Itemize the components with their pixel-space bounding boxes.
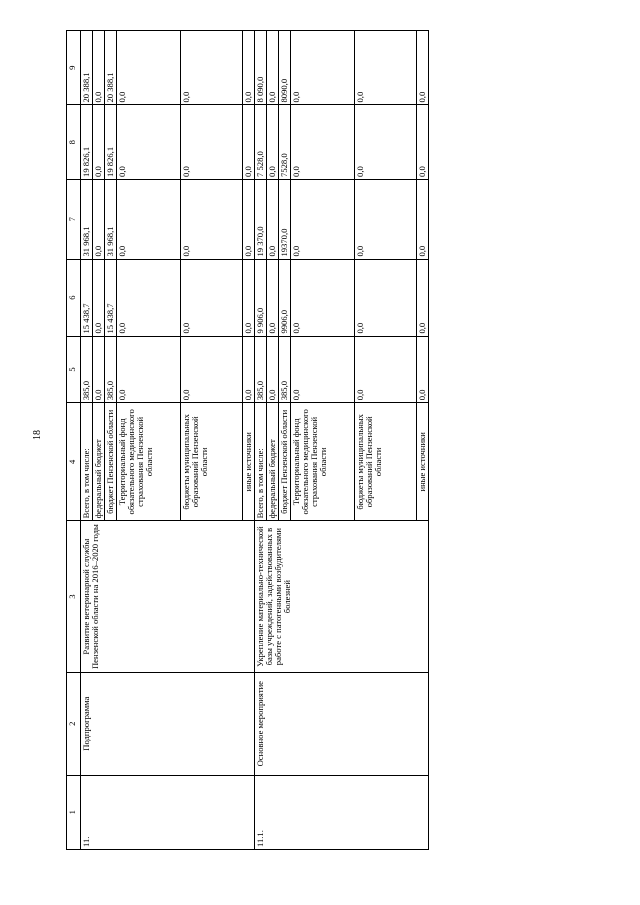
value-cell: 0,0 — [181, 31, 243, 106]
header-cell: 8 — [67, 105, 81, 179]
value-cell: 0,0 — [291, 336, 355, 403]
value-cell: 19 826,1 — [81, 105, 93, 179]
rotated-page — [66, 30, 572, 850]
source-label: бюджеты муниципальных образований Пензенской области — [355, 403, 417, 521]
value-cell: 385,0 — [279, 336, 291, 403]
value-cell: 0,0 — [117, 105, 181, 179]
value-cell: 0,0 — [291, 259, 355, 336]
value-cell: 0,0 — [243, 259, 255, 336]
value-cell: 0,0 — [267, 105, 279, 179]
value-cell: 0,0 — [243, 31, 255, 106]
value-cell: 0,0 — [93, 179, 105, 259]
value-cell: 15 438,7 — [81, 259, 93, 336]
financing-table — [66, 30, 429, 850]
value-cell: 0,0 — [93, 336, 105, 403]
value-cell: 385,0 — [255, 336, 267, 403]
source-label: федеральный бюджет — [267, 403, 279, 521]
table-row — [81, 31, 93, 850]
value-cell: 385,0 — [81, 336, 93, 403]
header-cell: 7 — [67, 179, 81, 259]
header-cell: 3 — [67, 521, 81, 672]
row-type: Основное мероприятие — [255, 672, 429, 775]
header-cell: 2 — [67, 672, 81, 775]
table-row — [255, 31, 267, 850]
source-label: бюджет Пензенской области — [279, 403, 291, 521]
value-cell: 0,0 — [355, 259, 417, 336]
value-cell: 20 388,1 — [81, 31, 93, 106]
value-cell: 0,0 — [181, 105, 243, 179]
value-cell: 0,0 — [267, 31, 279, 106]
header-row — [67, 31, 81, 850]
value-cell: 0,0 — [243, 105, 255, 179]
value-cell: 0,0 — [267, 259, 279, 336]
source-label: бюджет Пензенской области — [105, 403, 117, 521]
value-cell: 0,0 — [181, 336, 243, 403]
source-label: иные источники — [243, 403, 255, 521]
value-cell: 9 906,0 — [255, 259, 267, 336]
value-cell: 0,0 — [267, 336, 279, 403]
source-label: Всего, в том числе: — [255, 403, 267, 521]
value-cell: 0,0 — [243, 179, 255, 259]
header-cell: 9 — [67, 31, 81, 106]
header-cell: 5 — [67, 336, 81, 403]
value-cell: 0,0 — [181, 179, 243, 259]
value-cell: 31 968,1 — [81, 179, 93, 259]
source-label: иные источники — [417, 403, 429, 521]
value-cell: 0,0 — [93, 259, 105, 336]
value-cell: 20 388,1 — [105, 31, 117, 106]
value-cell: 0,0 — [243, 336, 255, 403]
value-cell: 31 968,1 — [105, 179, 117, 259]
value-cell: 0,0 — [267, 179, 279, 259]
value-cell: 0,0 — [181, 259, 243, 336]
value-cell: 19 826,1 — [105, 105, 117, 179]
value-cell: 15 438,7 — [105, 259, 117, 336]
value-cell: 0,0 — [355, 179, 417, 259]
value-cell: 7 528,0 — [255, 105, 267, 179]
value-cell: 7528,0 — [279, 105, 291, 179]
value-cell: 0,0 — [417, 336, 429, 403]
value-cell: 0,0 — [355, 336, 417, 403]
row-number: 11. — [81, 775, 255, 849]
value-cell: 0,0 — [417, 179, 429, 259]
source-label: Территориальный фонд обязательного медицинского страхования Пензенской области — [291, 403, 355, 521]
row-name: Укрепление материально-технической базы учреждений, задействованных в работе с патогенными возбудителями болезней — [255, 521, 429, 672]
row-type: Подпрограмма — [81, 672, 255, 775]
value-cell: 0,0 — [117, 336, 181, 403]
value-cell: 385,0 — [105, 336, 117, 403]
value-cell: 0,0 — [117, 31, 181, 106]
row-number: 11.1. — [255, 775, 429, 849]
value-cell: 0,0 — [291, 179, 355, 259]
value-cell: 8090,0 — [279, 31, 291, 106]
value-cell: 19 370,0 — [255, 179, 267, 259]
value-cell: 0,0 — [417, 105, 429, 179]
header-cell: 4 — [67, 403, 81, 521]
value-cell: 0,0 — [291, 31, 355, 106]
value-cell: 0,0 — [93, 31, 105, 106]
value-cell: 19370,0 — [279, 179, 291, 259]
value-cell: 9906,0 — [279, 259, 291, 336]
value-cell: 0,0 — [291, 105, 355, 179]
row-name: Развитие ветеринарной службы Пензенской области на 2016–2020 годы — [81, 521, 255, 672]
value-cell: 8 090,0 — [255, 31, 267, 106]
value-cell: 0,0 — [355, 31, 417, 106]
value-cell: 0,0 — [117, 179, 181, 259]
source-label: бюджеты муниципальных образований Пензенской области — [181, 403, 243, 521]
value-cell: 0,0 — [117, 259, 181, 336]
header-cell: 1 — [67, 775, 81, 849]
value-cell: 0,0 — [93, 105, 105, 179]
value-cell: 0,0 — [417, 31, 429, 106]
value-cell: 0,0 — [417, 259, 429, 336]
source-label: Территориальный фонд обязательного медицинского страхования Пензенской области — [117, 403, 181, 521]
source-label: федеральный бюджет — [93, 403, 105, 521]
page-number: 18 — [32, 430, 43, 440]
value-cell: 0,0 — [355, 105, 417, 179]
source-label: Всего, в том числе: — [81, 403, 93, 521]
header-cell: 6 — [67, 259, 81, 336]
